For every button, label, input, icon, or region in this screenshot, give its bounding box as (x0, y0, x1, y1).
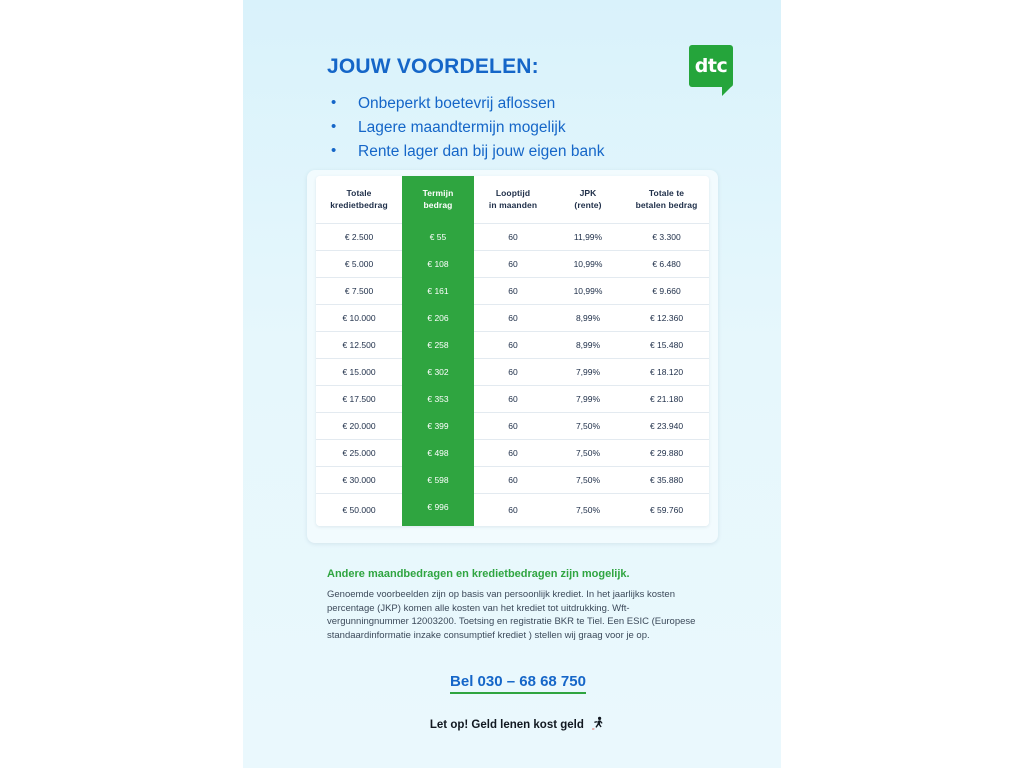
table-row (316, 332, 709, 359)
header-line-2: kredietbedrag (330, 200, 388, 210)
notes-title: Andere maandbedragen en kredietbedragen zijn mogelijk. (327, 568, 630, 580)
header-line-1: JPK (579, 188, 597, 198)
table-row (316, 413, 709, 440)
cell-jpk: 10,99% (552, 278, 624, 305)
column-header-total-payable (624, 176, 709, 224)
cell-jpk: 8,99% (552, 305, 624, 332)
table-row (316, 386, 709, 413)
header-line-2: betalen bedrag (635, 200, 698, 210)
cell-duration: 60 (474, 440, 552, 467)
cell-duration: 60 (474, 467, 552, 494)
header-line-2: in maanden (488, 200, 538, 210)
cell-total-payable: € 59.760 (624, 494, 709, 527)
walking-person-icon (592, 716, 606, 733)
cell-total-credit: € 2.500 (316, 224, 402, 251)
cell-total-credit: € 10.000 (316, 305, 402, 332)
cell-term-amount: € 302 (402, 359, 474, 386)
header-line-2: (rente) (574, 200, 602, 210)
list-item (327, 117, 747, 139)
cell-duration: 60 (474, 224, 552, 251)
warning-label: Let op! Geld lenen kost geld (429, 719, 584, 731)
cell-term-amount: € 161 (402, 278, 474, 305)
cell-total-payable: € 6.480 (624, 251, 709, 278)
cell-total-payable: € 9.660 (624, 278, 709, 305)
cell-total-payable: € 23.940 (624, 413, 709, 440)
table-header-row (316, 176, 709, 224)
cell-total-credit: € 12.500 (316, 332, 402, 359)
table-row (316, 278, 709, 305)
table-row (316, 305, 709, 332)
warning-block (327, 716, 709, 733)
cell-total-payable: € 15.480 (624, 332, 709, 359)
cell-term-amount: € 55 (402, 224, 474, 251)
cell-jpk: 7,50% (552, 440, 624, 467)
notes-block (327, 568, 709, 731)
list-item (327, 93, 747, 115)
notes-body: Genoemde voorbeelden zijn op basis van persoonlijk krediet. In het jaarlijks kosten percentage (JKP) komen alle kosten van het krediet tot uitdrukking. Wft-vergunningnummer 12003200. Toetsing en registratie BKR te Tiel. Een ESIC (Europese standaardinformatie inzake consumptief krediet ) stellen wij graag voor je op. (327, 589, 696, 641)
page-title: JOUW VOORDELEN: (327, 55, 539, 78)
cell-total-payable: € 12.360 (624, 305, 709, 332)
cell-jpk: 10,99% (552, 251, 624, 278)
cell-duration: 60 (474, 278, 552, 305)
cell-jpk: 7,99% (552, 386, 624, 413)
dtc-logo (689, 45, 733, 87)
rates-table (316, 176, 709, 526)
cell-term-amount: € 996 (402, 494, 474, 527)
benefit-label: Lagere maandtermijn mogelijk (358, 119, 566, 136)
cell-total-payable: € 29.880 (624, 440, 709, 467)
cell-total-payable: € 21.180 (624, 386, 709, 413)
table-row (316, 440, 709, 467)
benefit-label: Onbeperkt boetevrij aflossen (358, 95, 556, 112)
cell-total-credit: € 50.000 (316, 494, 402, 527)
cell-duration: 60 (474, 305, 552, 332)
header-line-1: Looptijd (495, 188, 531, 198)
cell-total-credit: € 15.000 (316, 359, 402, 386)
cell-jpk: 7,99% (552, 359, 624, 386)
cell-jpk: 7,50% (552, 467, 624, 494)
cell-duration: 60 (474, 413, 552, 440)
cell-term-amount: € 108 (402, 251, 474, 278)
cell-total-payable: € 35.880 (624, 467, 709, 494)
cell-duration: 60 (474, 386, 552, 413)
cell-jpk: 7,50% (552, 413, 624, 440)
cell-total-credit: € 30.000 (316, 467, 402, 494)
logo-label: dtc (694, 55, 728, 77)
list-item (327, 141, 747, 163)
cell-duration: 60 (474, 332, 552, 359)
header-line-2: bedrag (423, 200, 453, 210)
table-row (316, 494, 709, 527)
header-line-1: Totale te (648, 188, 685, 198)
cell-total-credit: € 7.500 (316, 278, 402, 305)
benefit-label: Rente lager dan bij jouw eigen bank (358, 143, 605, 160)
cell-total-credit: € 20.000 (316, 413, 402, 440)
column-header-term-amount (402, 176, 474, 224)
cell-term-amount: € 258 (402, 332, 474, 359)
cell-total-credit: € 5.000 (316, 251, 402, 278)
header-line-1: Totale (346, 188, 372, 198)
header-block (327, 55, 747, 165)
benefits-list (327, 93, 747, 163)
cell-total-payable: € 3.300 (624, 224, 709, 251)
column-header-duration (474, 176, 552, 224)
cell-jpk: 7,50% (552, 494, 624, 527)
table-row (316, 224, 709, 251)
column-header-jpk (552, 176, 624, 224)
cell-total-credit: € 25.000 (316, 440, 402, 467)
cell-duration: 60 (474, 251, 552, 278)
cell-term-amount: € 353 (402, 386, 474, 413)
cell-term-amount: € 598 (402, 467, 474, 494)
cell-total-credit: € 17.500 (316, 386, 402, 413)
cell-duration: 60 (474, 359, 552, 386)
cell-duration: 60 (474, 494, 552, 527)
phone-block (327, 673, 709, 691)
cell-total-payable: € 18.120 (624, 359, 709, 386)
phone-link[interactable]: Bel 030 – 68 68 750 (450, 673, 586, 694)
cell-term-amount: € 206 (402, 305, 474, 332)
cell-jpk: 11,99% (552, 224, 624, 251)
cell-term-amount: € 498 (402, 440, 474, 467)
cell-term-amount: € 399 (402, 413, 474, 440)
cell-jpk: 8,99% (552, 332, 624, 359)
table-row (316, 467, 709, 494)
table-row (316, 251, 709, 278)
table-row (316, 359, 709, 386)
header-line-1: Termijn (422, 188, 454, 198)
column-header-total-credit (316, 176, 402, 224)
